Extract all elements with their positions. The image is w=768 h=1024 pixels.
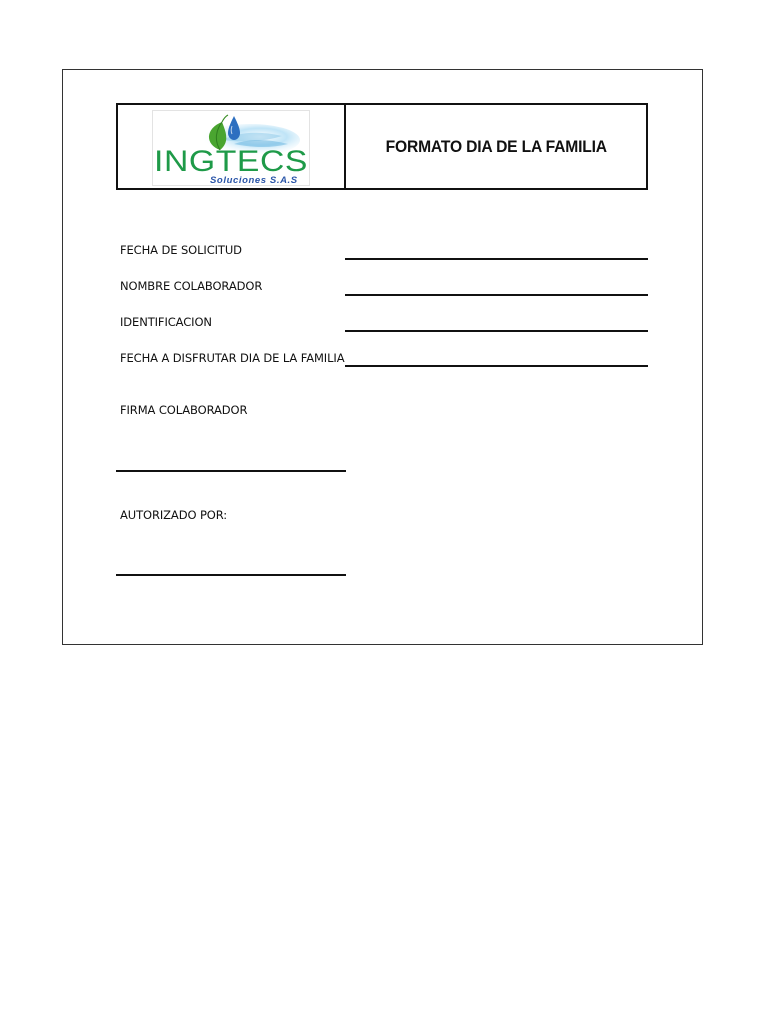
field-line-fecha-solicitud[interactable]: [345, 258, 648, 260]
field-label-nombre-colaborador: NOMBRE COLABORADOR: [120, 279, 263, 293]
signature-label-autorizado: AUTORIZADO POR:: [120, 508, 228, 522]
company-name: INGTECS: [154, 145, 308, 178]
field-line-identificacion[interactable]: [345, 330, 648, 332]
water-drop-icon: [228, 116, 240, 140]
signature-line-autorizado[interactable]: [116, 574, 346, 576]
field-line-fecha-disfrutar[interactable]: [345, 365, 648, 367]
field-line-nombre-colaborador[interactable]: [345, 294, 648, 296]
signature-label-colaborador: FIRMA COLABORADOR: [120, 403, 248, 417]
title-cell: [346, 105, 646, 188]
company-suffix: Soluciones S.A.S: [210, 175, 298, 186]
field-label-identificacion: IDENTIFICACION: [120, 315, 212, 329]
form-title: FORMATO DIA DE LA FAMILIA: [385, 136, 607, 156]
field-label-fecha-solicitud: FECHA DE SOLICITUD: [120, 243, 242, 257]
field-label-fecha-disfrutar: FECHA A DISFRUTAR DIA DE LA FAMILIA: [120, 351, 345, 365]
signature-line-colaborador[interactable]: [116, 470, 346, 472]
logo-cell: [118, 105, 346, 188]
company-logo: [152, 110, 310, 186]
form-header: [116, 103, 648, 190]
